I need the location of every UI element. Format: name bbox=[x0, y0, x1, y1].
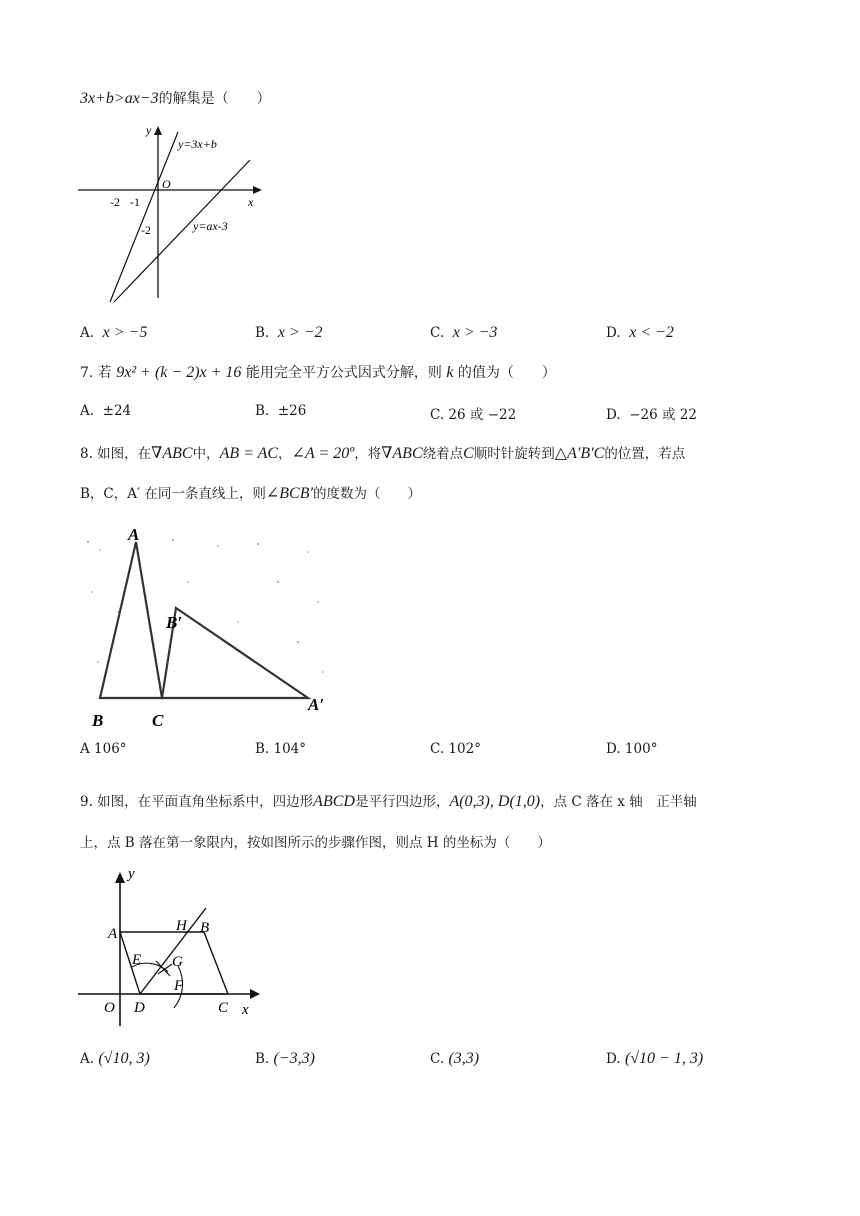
q8-option-a[interactable]: A 106° bbox=[80, 741, 127, 757]
q9-figure bbox=[74, 866, 274, 1026]
q7-option-a[interactable]: A. ±24 bbox=[80, 403, 132, 419]
q7-option-d[interactable]: D. −26 或 22 bbox=[606, 407, 697, 423]
q6-option-c[interactable]: C. x > −3 bbox=[430, 324, 498, 341]
label-a-prime: A′ bbox=[308, 695, 325, 714]
bisector-line bbox=[140, 908, 206, 994]
label-c: C bbox=[152, 711, 164, 730]
label-b: B bbox=[200, 920, 210, 936]
q6-stem bbox=[80, 88, 271, 108]
triangle-abpc bbox=[162, 608, 308, 698]
q8-option-d[interactable]: D. 100° bbox=[606, 741, 658, 757]
line-3x-plus-b bbox=[110, 132, 178, 302]
q6-option-b[interactable]: B. x > −2 bbox=[255, 324, 323, 341]
line2-label: y=ax-3 bbox=[193, 219, 228, 233]
label-b-prime: B′ bbox=[166, 613, 183, 632]
label-o: O bbox=[104, 1000, 115, 1016]
q9-option-d[interactable]: D. (√10 − 1, 3) bbox=[606, 1050, 704, 1067]
x-axis-arrow bbox=[250, 989, 260, 999]
label-d: D bbox=[134, 1000, 145, 1016]
triangle-abc bbox=[100, 542, 162, 698]
q9-stem-line1: 9. 如图，在平面直角坐标系中，四边形ABCD是平行四边形，A(0,3), D(1,0)，点 C 落在 x 轴 正半轴 bbox=[80, 793, 697, 810]
x-axis-arrow bbox=[253, 186, 262, 194]
tick-y-minus-2: -2 bbox=[141, 223, 151, 237]
q6-graph bbox=[78, 120, 268, 310]
q6-option-a[interactable]: A. x > −5 bbox=[80, 324, 148, 341]
q6-inequality: 3x+b>ax−3 bbox=[80, 90, 159, 107]
label-c: C bbox=[218, 1000, 229, 1016]
label-b: B bbox=[92, 711, 104, 730]
y-axis-arrow bbox=[154, 126, 162, 135]
q8-stem-line1: 8. 如图，在∇ABC中，AB = AC，∠A = 20º，将∇ABC绕着点C顺时针旋转到△A′B′C的位置，若点 bbox=[80, 445, 686, 462]
label-g: G bbox=[172, 954, 183, 970]
label-y: y bbox=[128, 866, 135, 882]
x-label: x bbox=[248, 195, 254, 209]
q8-figure bbox=[78, 522, 333, 732]
q9-option-a[interactable]: A. (√10, 3) bbox=[80, 1050, 150, 1067]
q6-option-d[interactable]: D. x < −2 bbox=[606, 324, 674, 341]
y-label: y bbox=[146, 123, 152, 137]
label-a: A bbox=[108, 926, 118, 942]
q7-option-c[interactable]: C. 26 或 −22 bbox=[430, 407, 517, 423]
q8-option-b[interactable]: B. 104° bbox=[255, 741, 307, 757]
origin-label: O bbox=[162, 177, 171, 191]
q6-stem-text: 的解集是（ ） bbox=[158, 91, 271, 107]
label-a: A bbox=[128, 525, 140, 544]
label-e: E bbox=[132, 952, 142, 968]
q9-option-c[interactable]: C. (3,3) bbox=[430, 1050, 480, 1067]
q9-stem-line2: 上，点 B 落在第一象限内，按如图所示的步骤作图，则点 H 的坐标为（ ） bbox=[80, 835, 551, 851]
tick-minus-2: -2 bbox=[110, 195, 120, 209]
scan-noise bbox=[87, 539, 324, 673]
line-ax-minus-3 bbox=[114, 160, 250, 302]
line1-label: y=3x+b bbox=[178, 137, 217, 151]
y-axis-arrow bbox=[115, 872, 125, 883]
label-f: F bbox=[174, 978, 184, 994]
q7-expression: 9x² + (k − 2)x + 16 bbox=[116, 364, 242, 381]
q7-option-b[interactable]: B. ±26 bbox=[255, 403, 307, 419]
label-x: x bbox=[242, 1002, 249, 1018]
q9-option-b[interactable]: B. (−3,3) bbox=[255, 1050, 315, 1067]
tick-minus-1: -1 bbox=[130, 195, 140, 209]
q8-option-c[interactable]: C. 102° bbox=[430, 741, 481, 757]
q7-stem: 7. 若 9x² + (k − 2)x + 16 能用完全平方公式因式分解，则 k 的值为（ ） bbox=[80, 364, 556, 381]
q8-stem-line2: B，C，A′ 在同一条直线上，则∠BCB′的度数为（ ） bbox=[80, 485, 421, 502]
label-h: H bbox=[176, 918, 187, 934]
